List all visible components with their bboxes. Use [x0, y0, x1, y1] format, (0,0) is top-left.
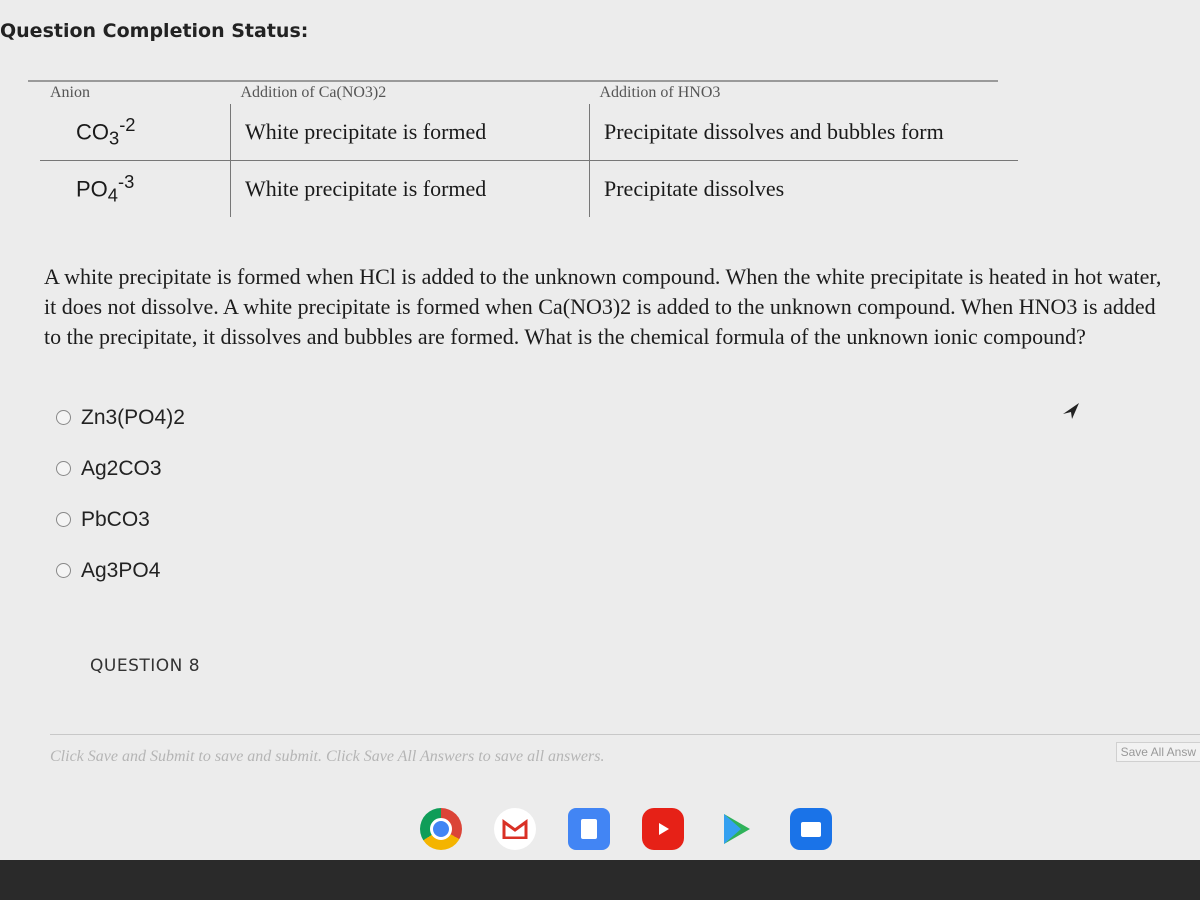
ion-formula: CO — [76, 119, 109, 145]
ion-cell — [40, 104, 231, 161]
ion-cell — [40, 161, 231, 218]
os-shelf — [420, 808, 832, 850]
option-pbco3[interactable] — [56, 494, 185, 545]
option-label: PbCO3 — [81, 507, 150, 531]
option-ag3po4[interactable] — [56, 545, 185, 596]
os-taskbar — [0, 860, 1200, 900]
completion-status-title: Question Completion Status: — [0, 20, 309, 42]
save-all-answers-button[interactable]: Save All Answ — [1116, 742, 1200, 762]
column-header-calcium-nitrate: Addition of Ca(NO3)2 — [240, 84, 387, 101]
calcium-nitrate-result: White precipitate is formed — [231, 161, 590, 218]
ion-charge: -2 — [119, 114, 136, 136]
table-row — [40, 161, 1018, 218]
youtube-icon[interactable] — [642, 808, 684, 850]
option-label: Zn3(PO4)2 — [81, 405, 185, 429]
nitric-acid-result: Precipitate dissolves — [590, 161, 1019, 218]
footer-divider — [50, 734, 1200, 735]
radio-button[interactable] — [56, 461, 71, 476]
ion-subscript: 4 — [107, 184, 118, 206]
radio-button[interactable] — [56, 410, 71, 425]
play-store-icon[interactable] — [716, 808, 758, 850]
table-row — [40, 104, 1018, 161]
column-header-nitric-acid: Addition of HNO3 — [599, 84, 721, 101]
ion-charge: -3 — [118, 171, 135, 193]
radio-button[interactable] — [56, 512, 71, 527]
option-label: Ag3PO4 — [81, 558, 161, 582]
ion-formula: PO — [76, 176, 108, 202]
ion-test-table — [40, 82, 1018, 217]
gmail-icon[interactable] — [494, 808, 536, 850]
calcium-nitrate-result: White precipitate is formed — [231, 104, 590, 161]
option-zn3po42[interactable] — [56, 392, 185, 443]
files-icon[interactable] — [790, 808, 832, 850]
answer-options — [56, 392, 185, 596]
question-text: A white precipitate is formed when HCl is added to the unknown compound. When the white precipitate is heated in hot water, it does not dissolve. A white precipitate is formed when Ca(NO3)2 is added to the unknown compound. When HNO3 is added to the precipitate, it dissolves and bubbles are formed. What is the chemical formula of the unknown ionic compound? — [44, 264, 1162, 349]
option-label: Ag2CO3 — [81, 456, 162, 480]
mouse-pointer-icon — [1062, 402, 1080, 425]
ion-subscript: 3 — [109, 127, 120, 149]
nitric-acid-result: Precipitate dissolves and bubbles form — [590, 104, 1019, 161]
docs-icon[interactable] — [568, 808, 610, 850]
chrome-icon[interactable] — [420, 808, 462, 850]
radio-button[interactable] — [56, 563, 71, 578]
option-ag2co3[interactable] — [56, 443, 185, 494]
next-question-label: QUESTION 8 — [90, 656, 201, 676]
save-instructions: Click Save and Submit to save and submit. Click Save All Answers to save all answers. — [50, 748, 605, 765]
column-header-anion: Anion — [50, 84, 90, 101]
